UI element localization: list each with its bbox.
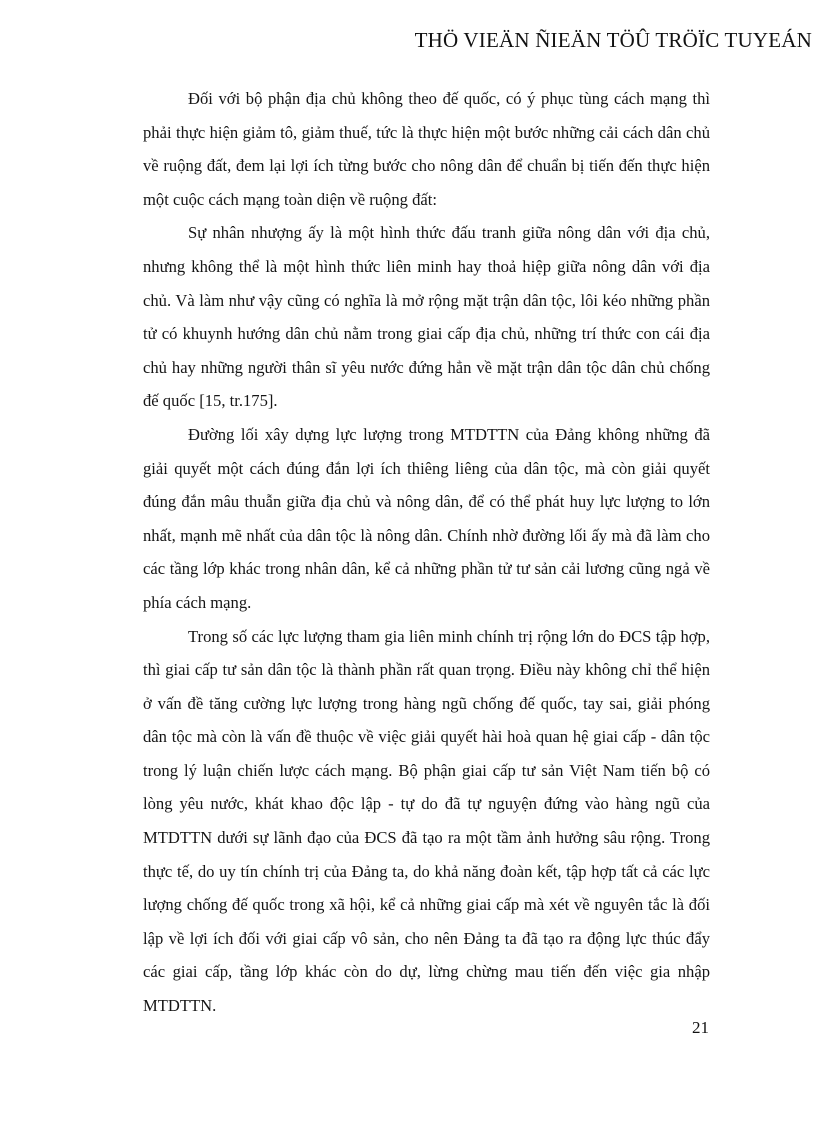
paragraph-2: Sự nhân nhượng ấy là một hình thức đấu tranh giữa nông dân với địa chủ, nhưng không thể là một hình thức liên minh hay thoả hiệp giữa nông dân với địa chủ. Và làm như vậy cũng có nghĩa là mở rộng mặt trận dân tộc, lôi kéo những phần tử có khuynh hướng dân chủ nằm trong giai cấp địa chủ, những trí thức con cái địa chủ hay những người thân sĩ yêu nước đứng hẳn về mặt trận dân tộc dân chủ chống đế quốc [15, tr.175].: [143, 223, 710, 411]
document-body: [143, 82, 710, 1023]
paragraph-4: Trong số các lực lượng tham gia liên minh chính trị rộng lớn do ĐCS tập hợp, thì giai cấp tư sản dân tộc là thành phần rất quan trọng. Điều này không chỉ thể hiện ở vấn đề tăng cường lực lượng trong hàng ngũ chống đế quốc, tay sai, giải phóng dân tộc mà còn là vấn đề thuộc về việc giải quyết hài hoà quan hệ giai cấp - dân tộc trong lý luận chiến lược cách mạng. Bộ phận giai cấp tư sản Việt Nam tiến bộ có lòng yêu nước, khát khao độc lập - tự do đã tự nguyện đứng vào hàng ngũ của MTDTTN dưới sự lãnh đạo của ĐCS đã tạo ra một tầm ảnh hưởng sâu rộng. Trong thực tế, do uy tín chính trị của Đảng ta, do khả năng đoàn kết, tập hợp tất cả các lực lượng chống đế quốc trong xã hội, kể cả những giai cấp mà xét về nguyên tắc là đối lập về lợi ích đối với giai cấp vô sản, cho nên Đảng ta đã tạo ra động lực thúc đẩy các giai cấp, tầng lớp khác còn do dự, lừng chừng mau tiến đến việc gia nhập MTDTTN.: [143, 626, 710, 1016]
page-number: 21: [692, 1018, 709, 1037]
paragraph-1: Đối với bộ phận địa chủ không theo đế quốc, có ý phục tùng cách mạng thì phải thực hiện giảm tô, giảm thuế, tức là thực hiện một bước những cải cách dân chủ về ruộng đất, đem lại lợi ích từng bước cho nông dân để chuẩn bị tiến đến thực hiện một cuộc cách mạng toàn diện về ruộng đất:: [143, 89, 710, 209]
paragraph-3: Đường lối xây dựng lực lượng trong MTDTTN của Đảng không những đã giải quyết một cách đúng đắn lợi ích thiêng liêng của dân tộc, mà còn giải quyết đúng đắn mâu thuẫn giữa địa chủ và nông dân, để có thể phát huy lực lượng to lớn nhất, mạnh mẽ nhất của dân tộc là nông dân. Chính nhờ đường lối ấy mà đã làm cho các tầng lớp khác trong nhân dân, kể cả những phần tử tư sản cải lương cũng ngả về phía cách mạng.: [143, 424, 710, 612]
page-header-title: THÖ VIEÄN ÑIEÄN TÖÛ TRÖÏC TUYEÁN: [414, 28, 812, 52]
